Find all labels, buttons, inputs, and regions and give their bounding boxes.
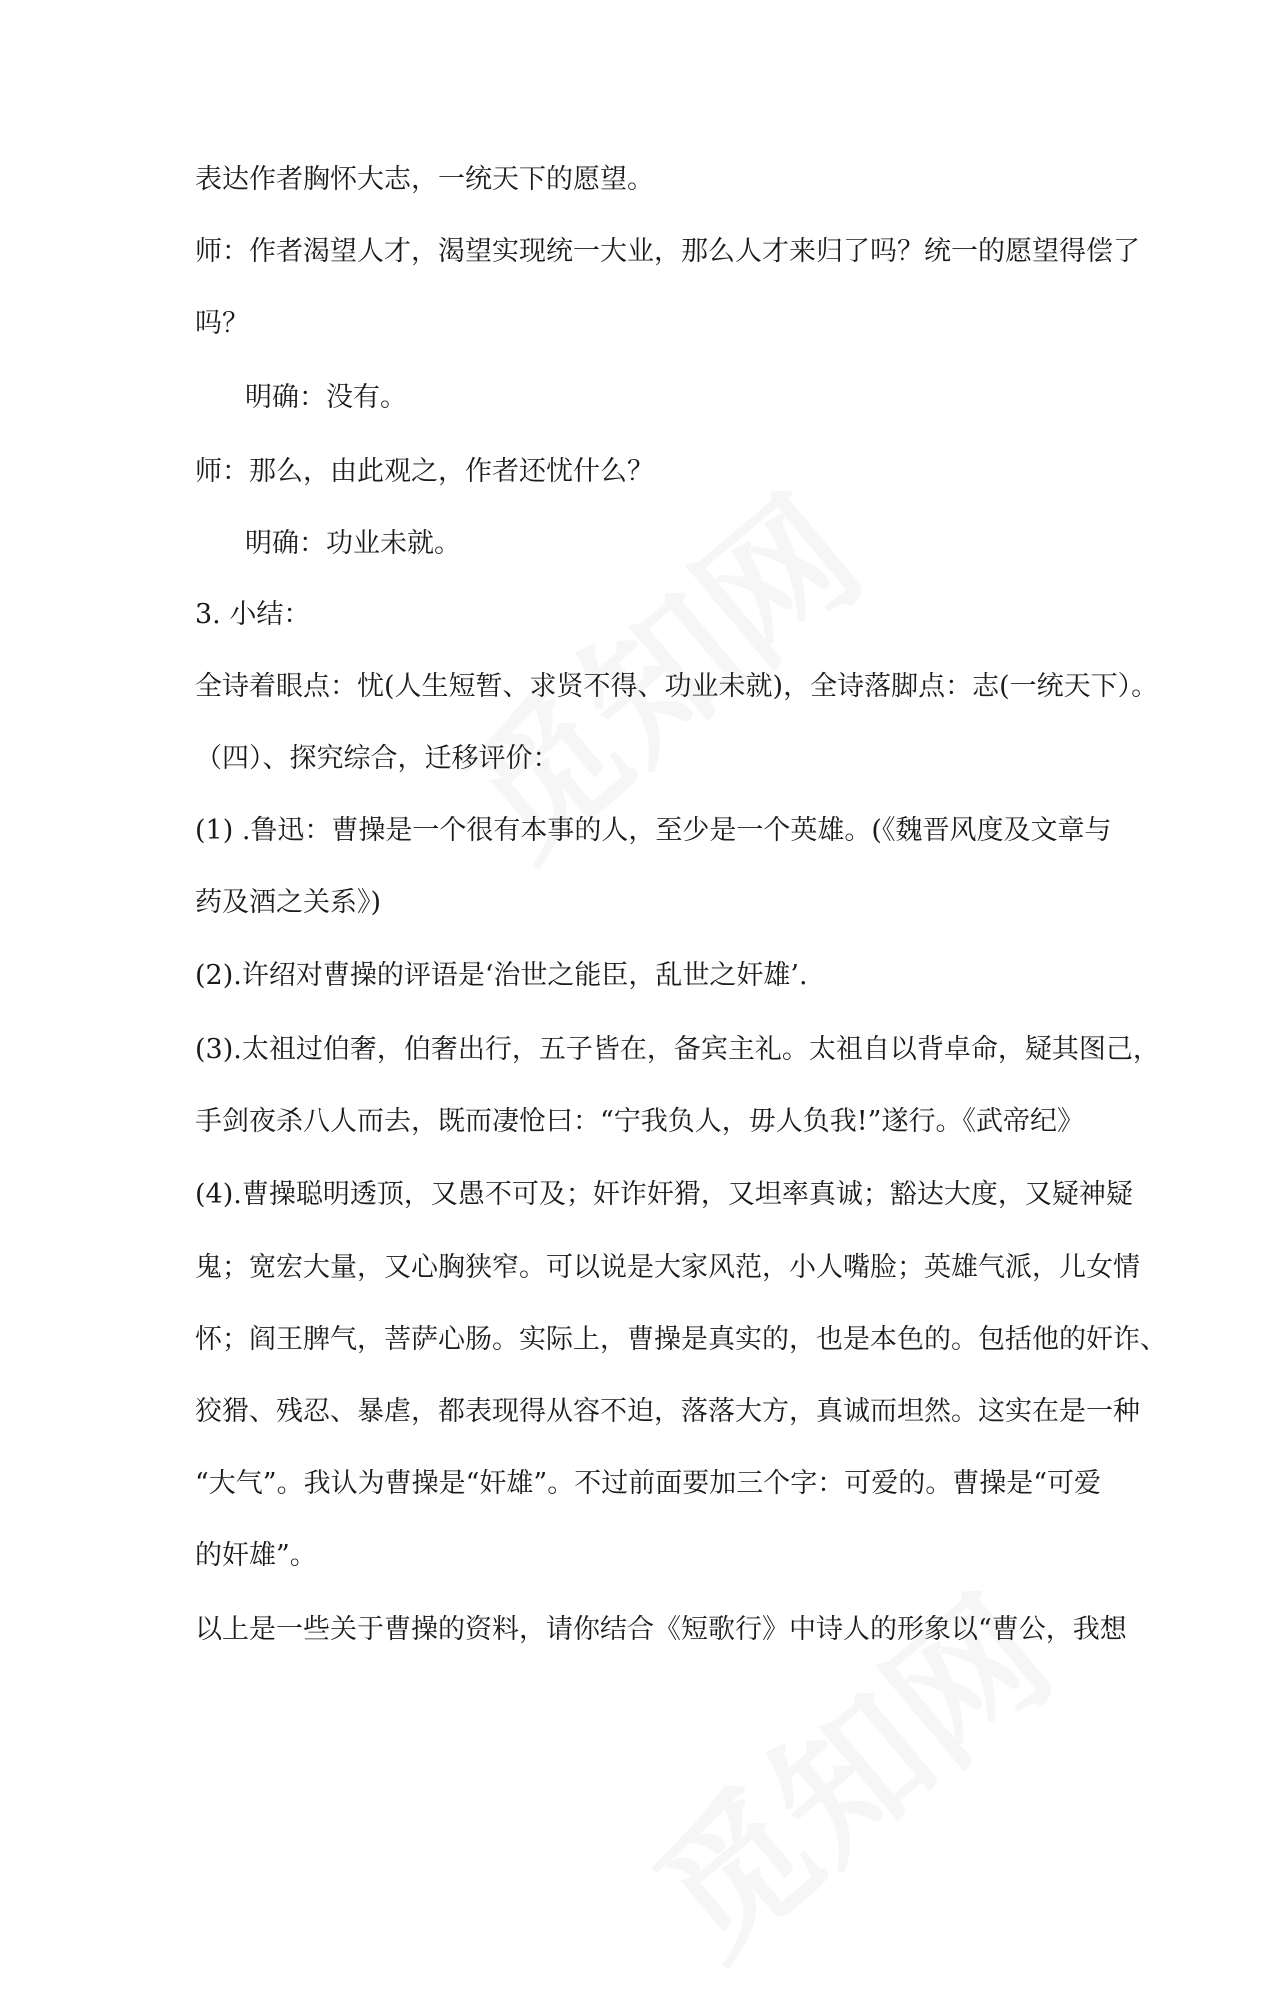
paragraph-line: (3).太祖过伯奢，伯奢出行，五子皆在，备宾主礼。太祖自以背卓命，疑其图己， <box>195 1034 1160 1065</box>
paragraph-line: 鬼；宽宏大量，又心胸狭窄。可以说是大家风范，小人嘴脸；英雄气派，儿女情 <box>195 1252 1140 1283</box>
paragraph-line: “大气”。我认为曹操是“奸雄”。不过前面要加三个字：可爱的。曹操是“可爱 <box>195 1468 1102 1499</box>
paragraph-line: 怀；阎王脾气，菩萨心肠。实际上，曹操是真实的，也是本色的。包括他的奸诈、 <box>195 1324 1167 1355</box>
section-heading: 3. 小结： <box>195 599 311 630</box>
paragraph-line: 吗？ <box>195 308 249 339</box>
paragraph-line: 狡猾、残忍、暴虐，都表现得从容不迫，落落大方，真诚而坦然。这实在是一种 <box>195 1396 1140 1427</box>
section-heading: （四）、探究综合，迁移评价： <box>195 743 560 774</box>
paragraph-line: (1) .鲁迅：曹操是一个很有本事的人，至少是一个英雄。(《魏晋风度及文章与 <box>195 815 1112 846</box>
paragraph-line: 明确：功业未就。 <box>245 528 461 559</box>
paragraph-line: 药及酒之关系》) <box>195 887 382 918</box>
paragraph-line: 的奸雄”。 <box>195 1540 317 1571</box>
watermark-bottom <box>603 1541 1087 1995</box>
paragraph-line: (2).许绍对曹操的评语是‘治世之能臣，乱世之奸雄’. <box>195 960 808 991</box>
paragraph-line: 以上是一些关于曹操的资料，请你结合《短歌行》中诗人的形象以“曹公，我想 <box>195 1614 1127 1645</box>
paragraph-line: 全诗着眼点：忧(人生短暂、求贤不得、功业未就)，全诗落脚点：志(一统天下）。 <box>195 671 1159 702</box>
paragraph-line: 明确：没有。 <box>245 382 407 413</box>
paragraph-line: 师：作者渴望人才，渴望实现统一大业，那么人才来归了吗？统一的愿望得偿了 <box>195 236 1140 267</box>
paragraph-line: 表达作者胸怀大志，一统天下的愿望。 <box>195 164 654 195</box>
paragraph-line: (4).曹操聪明透顶，又愚不可及；奸诈奸猾，又坦率真诚；豁达大度，又疑神疑 <box>195 1179 1133 1210</box>
paragraph-line: 师：那么，由此观之，作者还忧什么？ <box>195 456 654 487</box>
paragraph-line: 手剑夜杀八人而去，既而凄怆曰：“宁我负人，毋人负我!”遂行。《武帝纪》 <box>195 1106 1084 1137</box>
